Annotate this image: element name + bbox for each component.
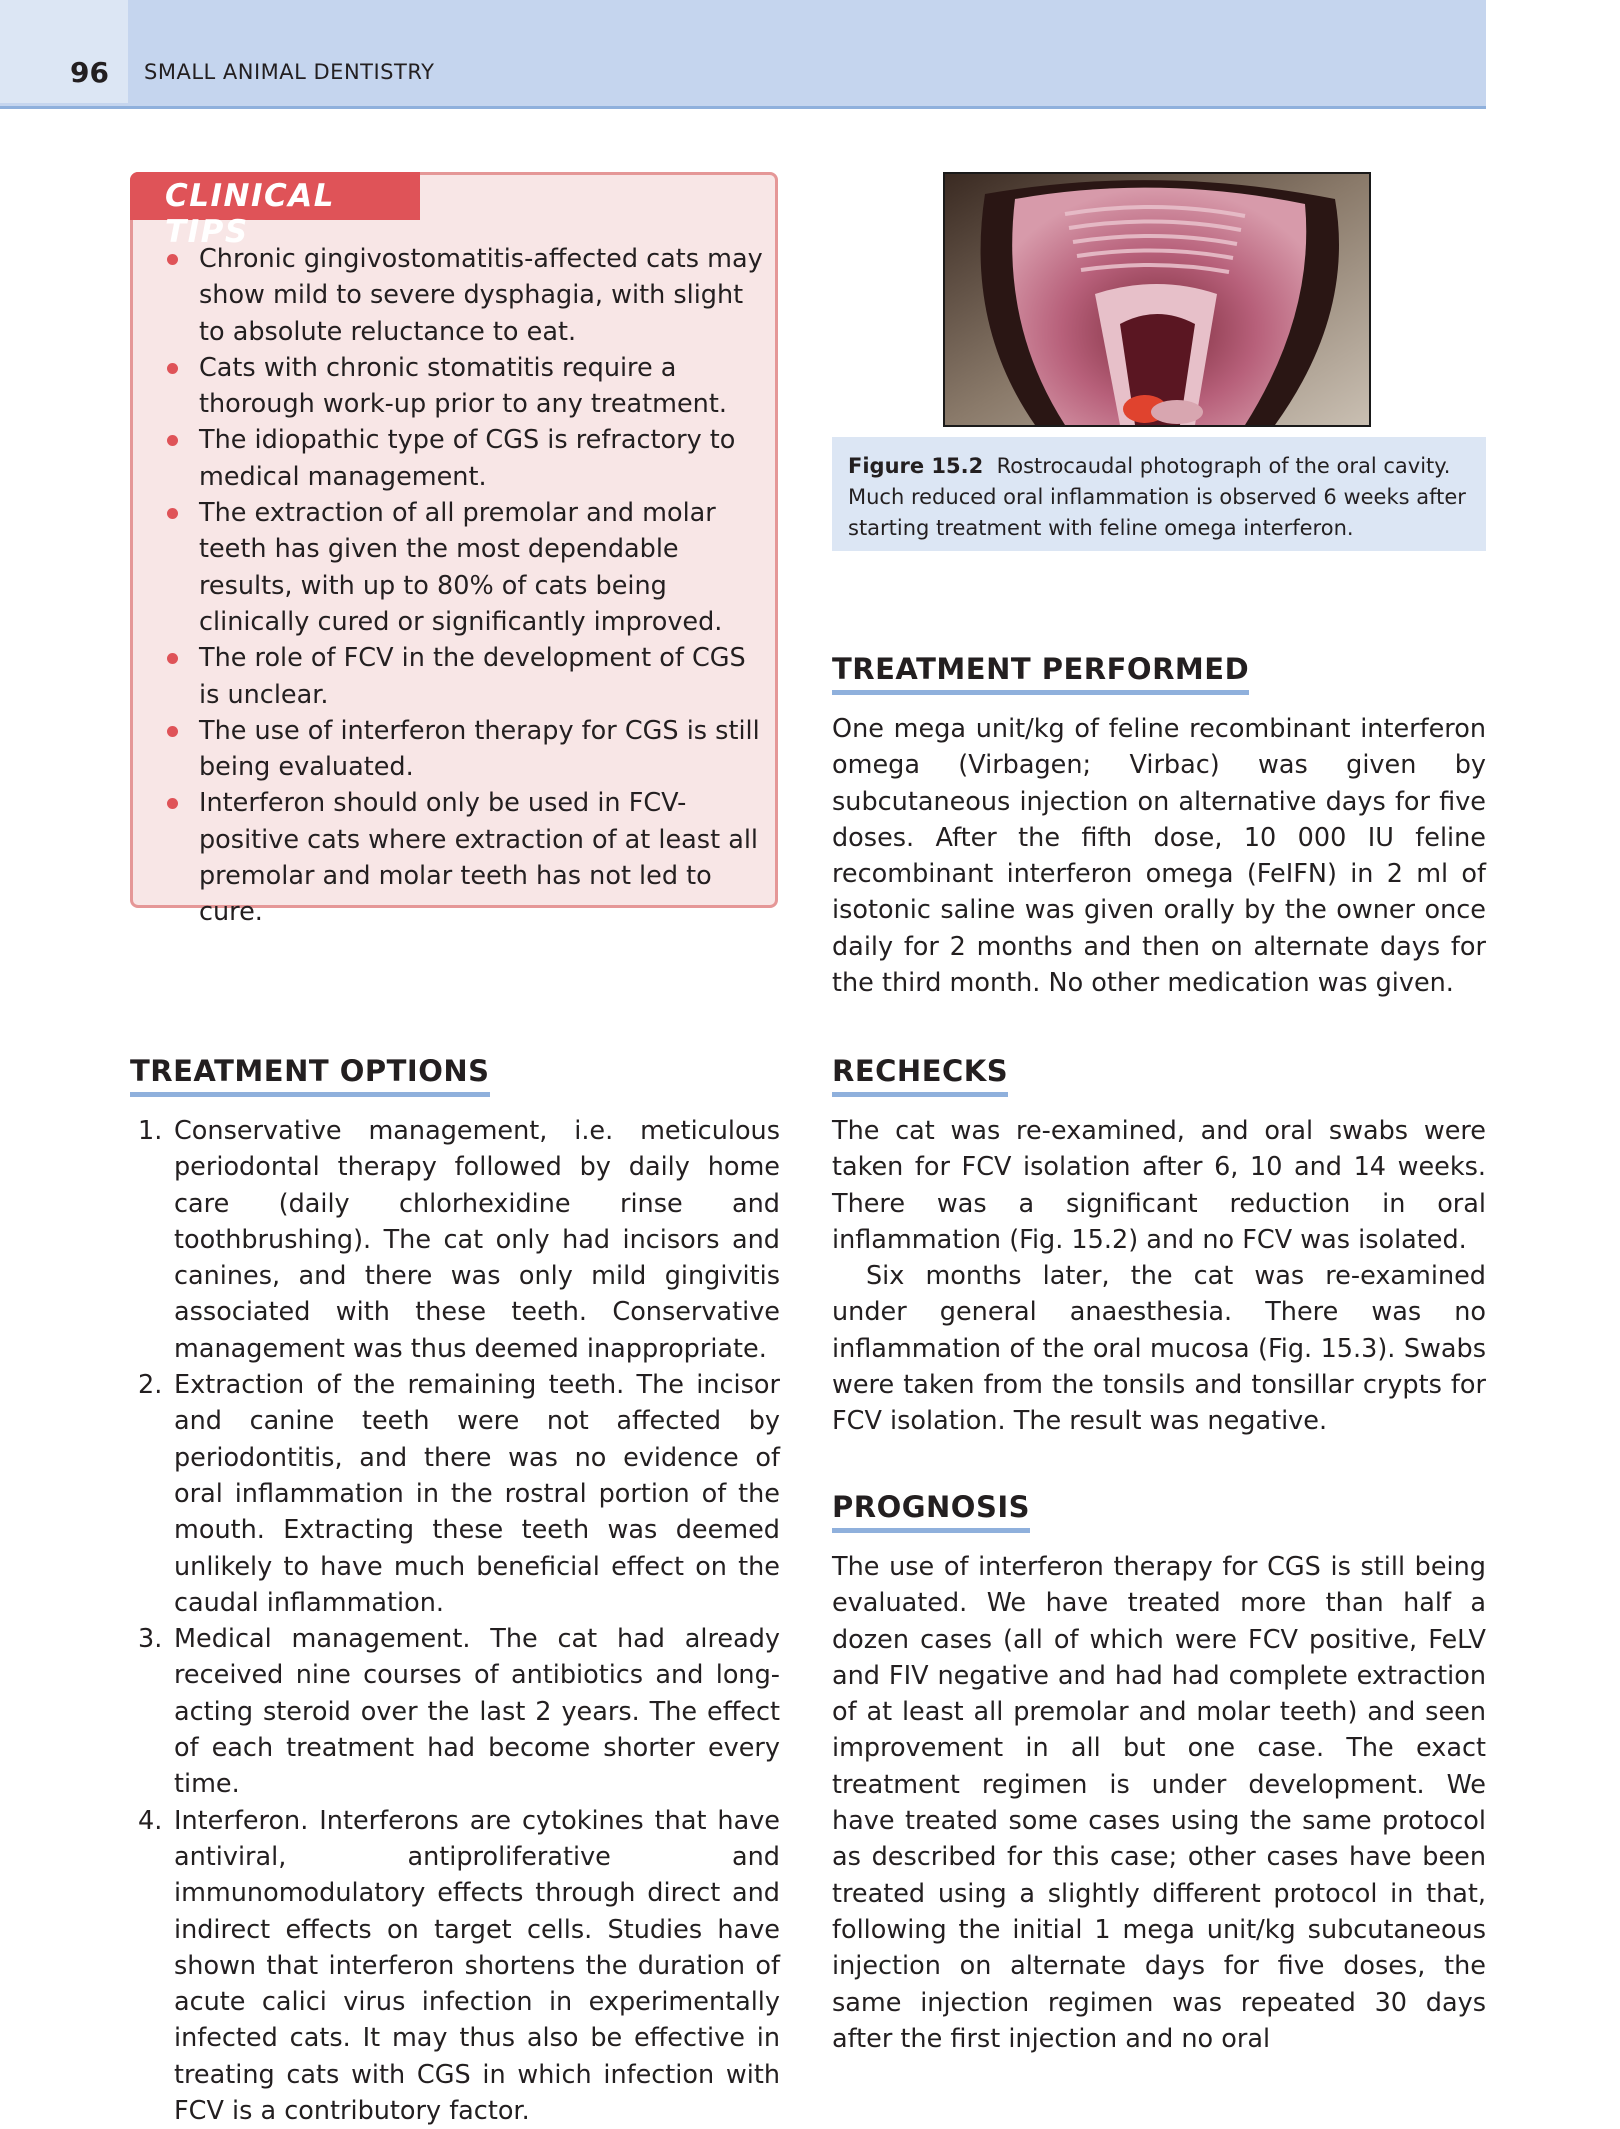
treatment-performed-heading: TREATMENT PERFORMED bbox=[832, 652, 1249, 695]
tip-item: The idiopathic type of CGS is refractory to medical management. bbox=[163, 422, 763, 495]
watermark bbox=[0, 219, 1, 320]
tip-item: Chronic gingivostomatitis-affected cats may show mild to severe dysphagia, with slight to absolute reluctance to eat. bbox=[163, 241, 763, 350]
list-item: 3. Medical management. The cat had already received nine courses of antibiotics and long-acting steroid over the last 2 years. The effect of each treatment had become shorter every time. bbox=[138, 1624, 780, 1800]
tip-item: The role of FCV in the development of CGS is unclear. bbox=[163, 640, 763, 713]
page-header bbox=[0, 0, 1486, 109]
bullet-icon bbox=[167, 798, 178, 809]
tip-item: The use of interferon therapy for CGS is still being evaluated. bbox=[163, 713, 763, 786]
bullet-icon bbox=[167, 254, 178, 265]
list-item: 2. Extraction of the remaining teeth. The incisor and canine teeth were not affected by periodontitis, and there was no evidence of oral inflammation in the rostral portion of the mouth. Extracting these teeth was deemed unlikely to have much beneficial effect on the caudal inflammation. bbox=[138, 1370, 780, 1618]
bullet-icon bbox=[167, 363, 178, 374]
bullet-icon bbox=[167, 435, 178, 446]
clinical-tips-box bbox=[130, 172, 778, 928]
bullet-icon bbox=[167, 726, 178, 737]
tip-item: The extraction of all premolar and molar teeth has given the most dependable results, with up to 80% of cats being clinically cured or significantly improved. bbox=[163, 495, 763, 640]
figure-caption-box bbox=[832, 437, 1486, 551]
bullet-icon bbox=[167, 508, 178, 519]
page-number: 96 bbox=[70, 56, 109, 89]
clinical-tips-list bbox=[163, 241, 763, 931]
running-head: SMALL ANIMAL DENTISTRY bbox=[144, 60, 435, 84]
rechecks-heading: RECHECKS bbox=[832, 1054, 1008, 1097]
prognosis-text: The use of interferon therapy for CGS is still being evaluated. We have treated more than half a dozen cases (all of which were FCV positive, FeLV and FIV negative and had had complete extraction of at least all premolar and molar teeth) and seen improvement in all but one case. The exact treatment regimen is under development. We have treated some cases using the same protocol as described for this case; other cases have been treated using a slightly different protocol in that, following the initial 1 mega unit/kg subcutaneous injection on alternate days for five doses, the same injection regimen was repeated 30 days after the first injection and no oral bbox=[832, 1552, 1486, 2054]
treatment-performed-text: One mega unit/kg of feline recombinant interferon omega (Virbagen; Virbac) was given by subcutaneous injection on alternative days for five doses. After the fifth dose, 10 000 IU feline recombinant interferon omega (FeIFN) in 2 ml of isotonic saline was given orally by the owner once daily for 2 months and then on alternate days for the third month. No other medication was given. bbox=[832, 714, 1486, 999]
treatment-options-heading: TREATMENT OPTIONS bbox=[130, 1054, 490, 1097]
figure-caption bbox=[848, 451, 1478, 544]
figure-caption-text: Rostrocaudal photograph of the oral cavity. Much reduced oral inflammation is observed 6 weeks after starting treatment with feline omega interferon. bbox=[848, 454, 1466, 540]
list-item: 1. Conservative management, i.e. meticulous periodontal therapy followed by daily home care (daily chlorhexidine rinse and toothbrushing). The cat only had incisors and canines, and there was only mild gingivitis associated with these teeth. Conservative management was thus deemed inappropriate. bbox=[138, 1116, 780, 1364]
treatment-options-list bbox=[130, 1113, 780, 2129]
oral-cavity-photo bbox=[943, 172, 1371, 427]
tip-item: Interferon should only be used in FCV-positive cats where extraction of at least all premolar and molar teeth has not led to cure. bbox=[163, 785, 763, 930]
figure-label: Figure 15.2 bbox=[848, 454, 984, 478]
clinical-tips-title-tab bbox=[130, 172, 420, 250]
bullet-icon bbox=[167, 653, 178, 664]
rechecks-paragraph-1: The cat was re-examined, and oral swabs were taken for FCV isolation after 6, 10 and 14 weeks. There was a significant reduction in oral inflammation (Fig. 15.2) and no FCV was isolated. bbox=[832, 1116, 1486, 1255]
tip-item: Cats with chronic stomatitis require a thorough work-up prior to any treatment. bbox=[163, 350, 763, 423]
rechecks-paragraph-2: Six months later, the cat was re-examined under general anaesthesia. There was no inflammation of the oral mucosa (Fig. 15.3). Swabs were taken from the tonsils and tonsillar crypts for FCV isolation. The result was negative. bbox=[832, 1261, 1486, 1437]
clinical-tips-title: CLINICAL TIPS bbox=[165, 178, 336, 250]
list-item: 4. Interferon. Interferons are cytokines that have antiviral, antiproliferative and immunomodulatory effects through direct and indirect effects on target cells. Studies have shown that interferon shortens the duration of acute calici virus infection in experimentally infected cats. It may thus also be effective in treating cats with CGS in which infection with FCV is a contributory factor. bbox=[138, 1805, 780, 2127]
prognosis-heading: PROGNOSIS bbox=[832, 1490, 1030, 1533]
